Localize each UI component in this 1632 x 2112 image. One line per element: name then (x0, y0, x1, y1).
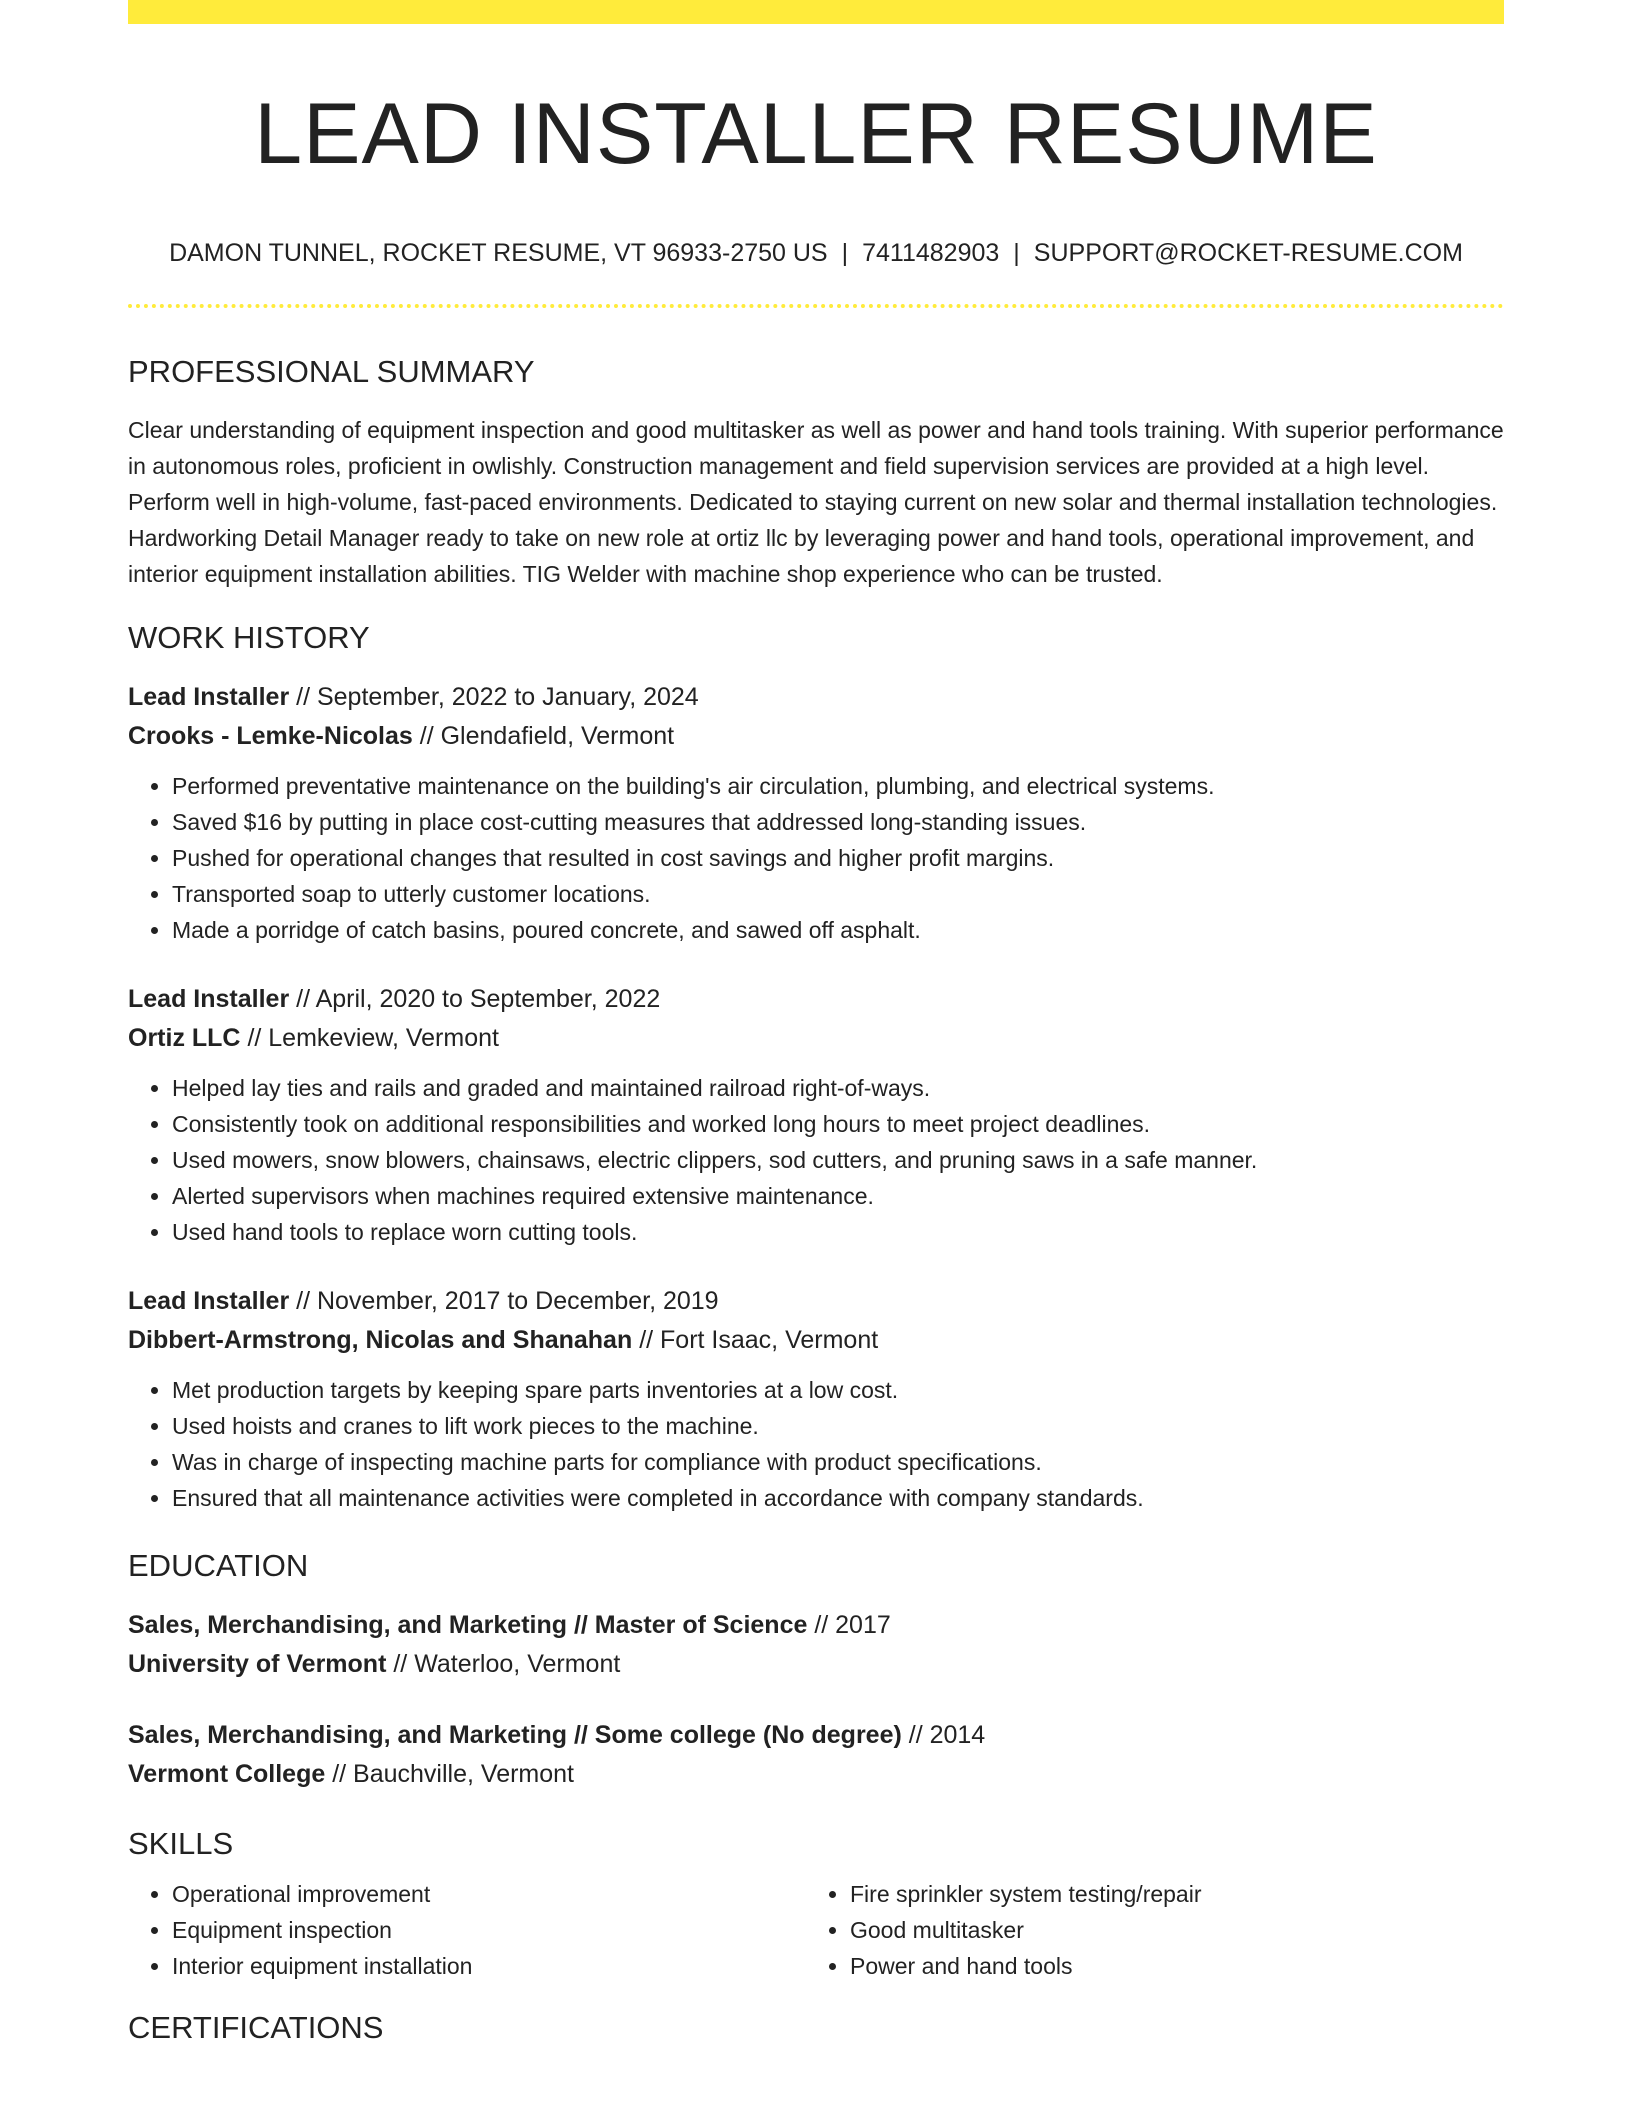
school-line (128, 1645, 1504, 1684)
contact-separator: | (841, 239, 849, 267)
job-dates: // November, 2017 to December, 2019 (289, 1287, 719, 1315)
contact-phone: 7411482903 (862, 239, 1000, 267)
job-company-line (128, 1019, 1504, 1058)
list-item: • Interior equipment installation (172, 1948, 806, 1984)
school: Vermont College (128, 1760, 326, 1788)
resume-content (128, 24, 1504, 2048)
dotted-divider (128, 304, 1504, 308)
job-company-line (128, 717, 1504, 756)
list-item: • Equipment inspection (172, 1912, 806, 1948)
list-item: • Used hoists and cranes to lift work pieces to the machine. (172, 1408, 1504, 1444)
job-company: Dibbert-Armstrong, Nicolas and Shanahan (128, 1326, 633, 1354)
contact-email: SUPPORT@ROCKET-RESUME.COM (1033, 239, 1463, 267)
contact-address: DAMON TUNNEL, ROCKET RESUME, VT 96933-2750 US (169, 239, 828, 267)
skills-left-column (128, 1876, 806, 1984)
skills-heading: SKILLS (128, 1826, 234, 1861)
work-history-heading: WORK HISTORY (128, 620, 370, 655)
certifications-heading: CERTIFICATIONS (128, 2010, 384, 2045)
list-item: • Saved $16 by putting in place cost-cutting measures that addressed long-standing issues. (172, 804, 1504, 840)
list-item: • Helped lay ties and rails and graded and maintained railroad right-of-ways. (172, 1070, 1504, 1106)
skills-right-column (806, 1876, 1484, 1984)
school-line (128, 1755, 1504, 1794)
list-item: • Met production targets by keeping spare parts inventories at a low cost. (172, 1372, 1504, 1408)
list-item: • Used hand tools to replace worn cutting tools. (172, 1214, 1504, 1250)
job-title: Lead Installer (128, 1287, 290, 1315)
summary-heading: PROFESSIONAL SUMMARY (128, 354, 535, 389)
job-entry (128, 1282, 1504, 1516)
summary-text: Clear understanding of equipment inspection and good multitasker as well as power and hand tools training. With superior performance in autonomous roles, proficient in owlishly. Construction management and field supervision services are provided at a high level. Perform well in high-volume, fast-paced environments. Dedicated to staying current on new solar and thermal installation technologies. Hardworking Detail Manager ready to take on new role at ortiz llc by leveraging power and hand tools, operational improvement, and interior equipment installation abilities. TIG Welder with machine shop experience who can be trusted. (128, 417, 1504, 587)
list-item: • Power and hand tools (850, 1948, 1484, 1984)
page-title: LEAD INSTALLER RESUME (254, 86, 1378, 182)
job-title: Lead Installer (128, 985, 290, 1013)
job-company: Ortiz LLC (128, 1024, 241, 1052)
degree-line (128, 1606, 1504, 1645)
contact-line (128, 236, 1504, 270)
list-item: • Made a porridge of catch basins, poured concrete, and sawed off asphalt. (172, 912, 1504, 948)
job-title: Lead Installer (128, 683, 290, 711)
degree-year: // 2014 (901, 1721, 986, 1749)
job-title-line (128, 980, 1504, 1019)
degree: Sales, Merchandising, and Marketing // Master of Science (128, 1611, 808, 1639)
list-item: • Pushed for operational changes that resulted in cost savings and higher profit margins. (172, 840, 1504, 876)
degree-line (128, 1716, 1504, 1755)
list-item: • Alerted supervisors when machines required extensive maintenance. (172, 1178, 1504, 1214)
education-entry (128, 1606, 1504, 1684)
job-dates: // April, 2020 to September, 2022 (289, 985, 661, 1013)
degree: Sales, Merchandising, and Marketing // Some college (No degree) (128, 1721, 902, 1749)
job-title-line (128, 678, 1504, 717)
skills-columns (128, 1876, 1504, 1984)
job-bullets (128, 1070, 1504, 1250)
job-company-line (128, 1321, 1504, 1360)
list-item: • Transported soap to utterly customer locations. (172, 876, 1504, 912)
job-bullets (128, 768, 1504, 948)
list-item: • Was in charge of inspecting machine parts for compliance with product specifications. (172, 1444, 1504, 1480)
list-item: • Operational improvement (172, 1876, 806, 1912)
job-entry (128, 678, 1504, 948)
job-bullets (128, 1372, 1504, 1516)
school: University of Vermont (128, 1650, 387, 1678)
education-heading: EDUCATION (128, 1548, 309, 1583)
job-dates: // September, 2022 to January, 2024 (289, 683, 699, 711)
degree-year: // 2017 (807, 1611, 891, 1639)
contact-separator: | (1013, 239, 1020, 267)
school-location: // Bauchville, Vermont (325, 1760, 574, 1788)
accent-top-bar (128, 0, 1504, 24)
list-item: • Consistently took on additional responsibilities and worked long hours to meet project deadlines. (172, 1106, 1504, 1142)
list-item: • Fire sprinkler system testing/repair (850, 1876, 1484, 1912)
list-item: • Used mowers, snow blowers, chainsaws, electric clippers, sod cutters, and pruning saws in a safe manner. (172, 1142, 1504, 1178)
list-item: • Good multitasker (850, 1912, 1484, 1948)
list-item: • Ensured that all maintenance activities were completed in accordance with company standards. (172, 1480, 1504, 1516)
job-location: // Fort Isaac, Vermont (632, 1326, 879, 1354)
job-entry (128, 980, 1504, 1250)
list-item: • Performed preventative maintenance on the building's air circulation, plumbing, and electrical systems. (172, 768, 1504, 804)
school-location: // Waterloo, Vermont (386, 1650, 621, 1678)
job-location: // Glendafield, Vermont (412, 722, 675, 750)
job-company: Crooks - Lemke-Nicolas (128, 722, 413, 750)
education-entry (128, 1716, 1504, 1794)
job-title-line (128, 1282, 1504, 1321)
job-location: // Lemkeview, Vermont (240, 1024, 499, 1052)
